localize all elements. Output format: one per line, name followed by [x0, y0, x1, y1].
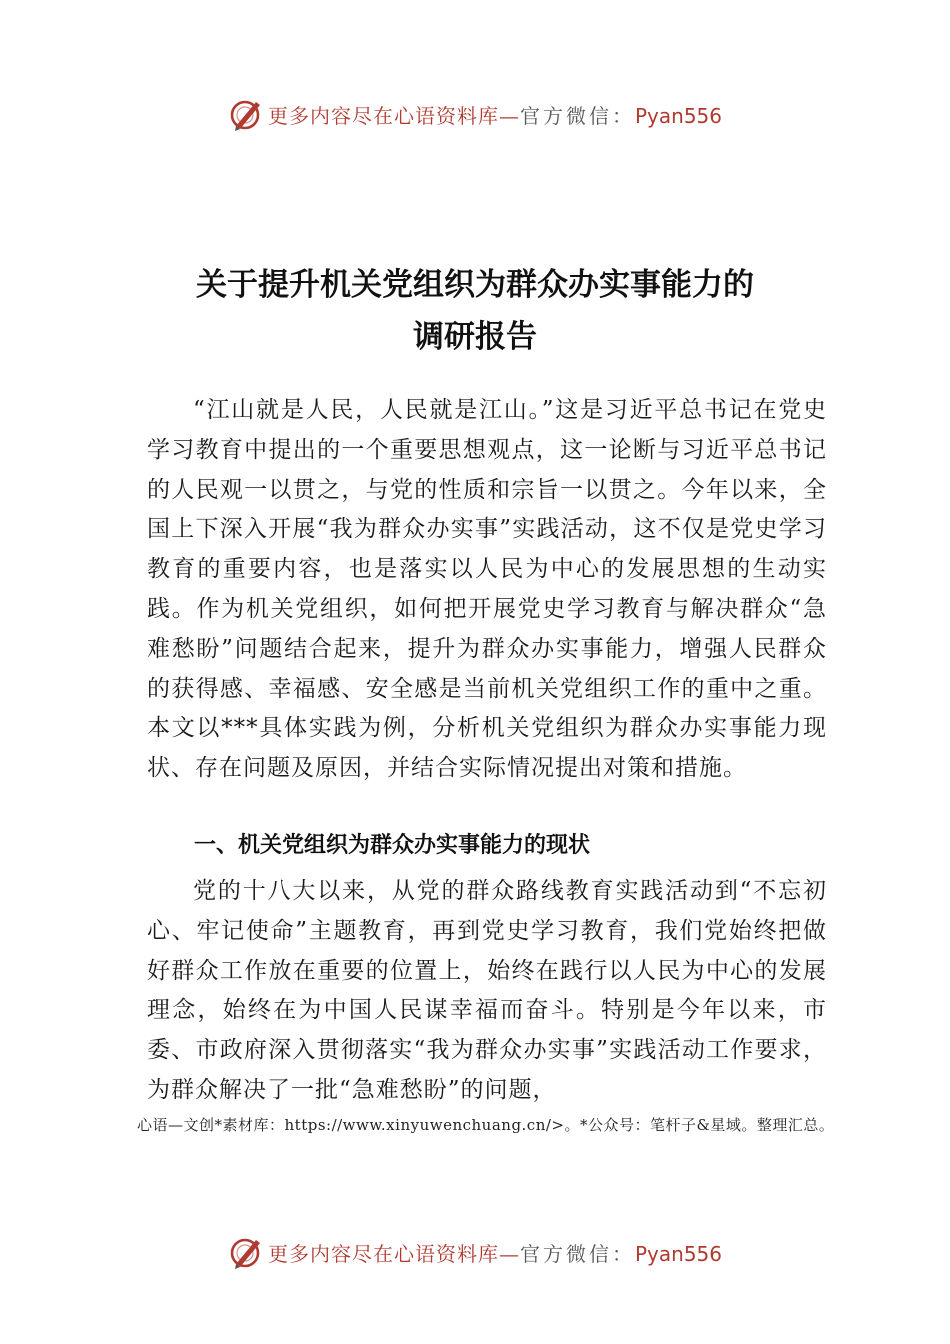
banner-wechat-id: Pyan556 — [634, 103, 722, 128]
banner-wechat-label: 官方微信： — [519, 103, 635, 128]
section-heading-1: 一、机关党组织为群众办实事能力的现状 — [194, 833, 591, 858]
bottom-banner — [0, 1232, 950, 1272]
body-paragraph-1: “江山就是人民，人民就是江山。”这是习近平总书记在党史学习教育中提出的一个重要思想观点，这一论断与习近平总书记的人民观一以贯之，与党的性质和宗旨一以贯之。今年以来，全国上下深入开展“我为群众办实事”实践活动，这不仅是党史学习教育的重要内容，也是落实以人民为中心的发展思想的生动实践。作为机关党组织，如何把开展党史学习教育与解决群众“急难愁盼”问题结合起来，提升为群众办实事能力，增强人民群众的获得感、幸福感、安全感是当前机关党组织工作的重中之重。本文以***具体实践为例，分析机关党组织为群众办实事能力现状、存在问题及原因，并结合实际情况提出对策和措施。 — [147, 397, 827, 782]
source-footnote: 心语—文创*素材库：https://www.xinyuwenchuang.cn/>。*公众号：笔杆子&星域。整理汇总。 — [137, 1116, 835, 1134]
banner-main: 更多内容尽在心语资料库 — [267, 1241, 499, 1266]
document-title-line-1: 关于提升机关党组织为群众办实事能力的 — [196, 267, 754, 303]
banner-dash: — — [498, 1241, 520, 1266]
body-paragraph-2: 党的十八大以来，从党的群众路线教育实践活动到“不忘初心、牢记使命”主题教育，再到党史学习教育，我们党始终把做好群众工作放在重要的位置上，始终在践行以人民为中心的发展理念，始终在为中国人民谋幸福而奋斗。特别是今年以来，市委、市政府深入贯彻落实“我为群众办实事”实践活动工作要求，为群众解决了一批“急难愁盼”的问题， — [147, 878, 827, 1103]
banner-wechat-id: Pyan556 — [634, 1241, 722, 1266]
pen-circle-logo-icon — [228, 1234, 264, 1270]
pen-circle-logo-icon — [228, 96, 264, 132]
banner-main: 更多内容尽在心语资料库 — [267, 103, 499, 128]
banner-text — [268, 100, 722, 129]
banner-text — [268, 1238, 722, 1267]
top-banner — [0, 94, 950, 134]
document-title-line-2: 调研报告 — [413, 319, 537, 355]
banner-dash: — — [498, 103, 520, 128]
banner-wechat-label: 官方微信： — [519, 1241, 635, 1266]
